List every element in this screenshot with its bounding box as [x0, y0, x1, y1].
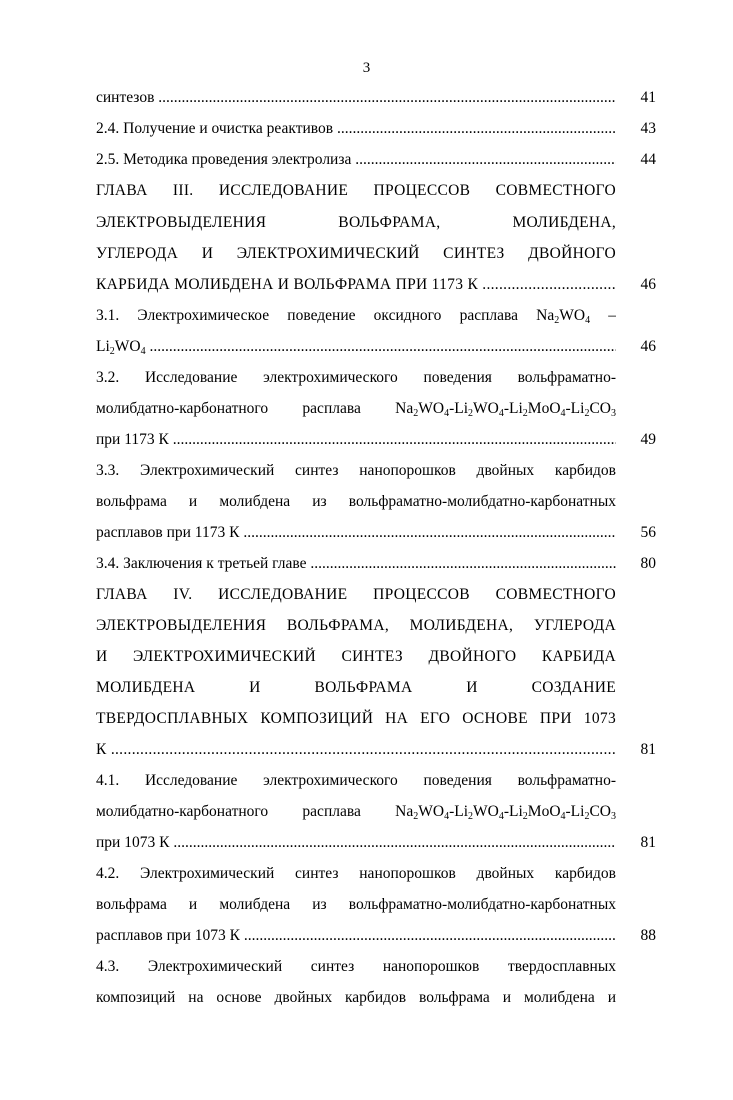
chapter-heading-line: ЭЛЕКТРОВЫДЕЛЕНИЯ ВОЛЬФРАМА, МОЛИБДЕНА, УГЛЕРОДА: [96, 617, 616, 634]
toc-line: расплавов при 1073 К .....: [96, 926, 616, 946]
chapter-heading-line: И ЭЛЕКТРОХИМИЧЕСКИЙ СИНТЕЗ ДВОЙНОГО КАРБИДА: [96, 648, 616, 665]
toc-page-number: 43: [640, 120, 656, 137]
toc-page-number: 80: [640, 555, 656, 572]
toc-page-number: 81: [640, 834, 656, 851]
toc-line: вольфрама и молибдена из вольфраматно-молибдатно-карбонатных: [96, 896, 616, 913]
chapter-heading-line: ГЛАВА III. ИССЛЕДОВАНИЕ ПРОЦЕССОВ СОВМЕСТНОГО: [96, 182, 616, 199]
toc-line: $Li_2WO_4$ .....: [96, 337, 616, 359]
toc-page-number: 44: [640, 151, 656, 168]
toc-page-number: 56: [640, 524, 656, 541]
toc-page-number: 46: [640, 338, 656, 355]
toc-line: молибдатно-карбонатного расплава $Na_2WO_4-Li_2WO_4-Li_2MoO_4-Li_2CO_3$: [96, 803, 616, 822]
chapter-heading-line: ЭЛЕКТРОВЫДЕЛЕНИЯ ВОЛЬФРАМА, МОЛИБДЕНА,: [96, 214, 616, 231]
toc-page-number: 88: [640, 927, 656, 944]
toc-line: синтезов .....: [96, 88, 616, 108]
page-number: 3: [362, 60, 371, 76]
toc-line: 3.1. Электрохимическое поведение оксидного расплава $Na_2WO_4$ –: [96, 307, 616, 326]
toc-line: 4.3. Электрохимический синтез нанопорошков твердосплавных: [96, 958, 616, 975]
chapter-heading-line: МОЛИБДЕНА И ВОЛЬФРАМА И СОЗДАНИЕ: [96, 679, 616, 696]
toc-line: вольфрама и молибдена из вольфраматно-молибдатно-карбонатных: [96, 493, 616, 510]
toc-line: расплавов при 1173 К .....: [96, 523, 616, 543]
toc-page-number: 46: [640, 276, 656, 293]
toc-line: при 1073 К .....: [96, 833, 616, 853]
toc-line: композиций на основе двойных карбидов вольфрама и молибдена и: [96, 989, 616, 1006]
toc-line: 4.2. Электрохимический синтез нанопорошков двойных карбидов: [96, 865, 616, 882]
toc-line: 3.4. Заключения к третьей главе .....: [96, 554, 616, 574]
toc-line: 3.3. Электрохимический синтез нанопорошков двойных карбидов: [96, 462, 616, 479]
toc-line: 2.5. Методика проведения электролиза .....: [96, 150, 616, 170]
chapter-heading-line: ТВЕРДОСПЛАВНЫХ КОМПОЗИЦИЙ НА ЕГО ОСНОВЕ ПРИ 1073: [96, 710, 616, 727]
toc-page-number: 49: [640, 431, 656, 448]
toc-page-number: 41: [640, 89, 656, 106]
chapter-heading-line: УГЛЕРОДА И ЭЛЕКТРОХИМИЧЕСКИЙ СИНТЕЗ ДВОЙНОГО: [96, 245, 616, 262]
toc-line: молибдатно-карбонатного расплава $Na_2WO_4-Li_2WO_4-Li_2MoO_4-Li_2CO_3$: [96, 400, 616, 419]
chapter-heading-line: ГЛАВА IV. ИССЛЕДОВАНИЕ ПРОЦЕССОВ СОВМЕСТНОГО: [96, 586, 616, 603]
toc-line: 2.4. Получение и очистка реактивов .....: [96, 119, 616, 139]
chapter-heading-line: К .....: [96, 740, 616, 760]
toc-line: 4.1. Исследование электрохимического поведения вольфраматно-: [96, 772, 616, 789]
toc-line: 3.2. Исследование электрохимического поведения вольфраматно-: [96, 369, 616, 386]
toc-line: при 1173 К .....: [96, 430, 616, 450]
toc-page-number: 81: [640, 741, 656, 758]
chapter-heading-line: КАРБИДА МОЛИБДЕНА И ВОЛЬФРАМА ПРИ 1173 К .....: [96, 275, 616, 295]
